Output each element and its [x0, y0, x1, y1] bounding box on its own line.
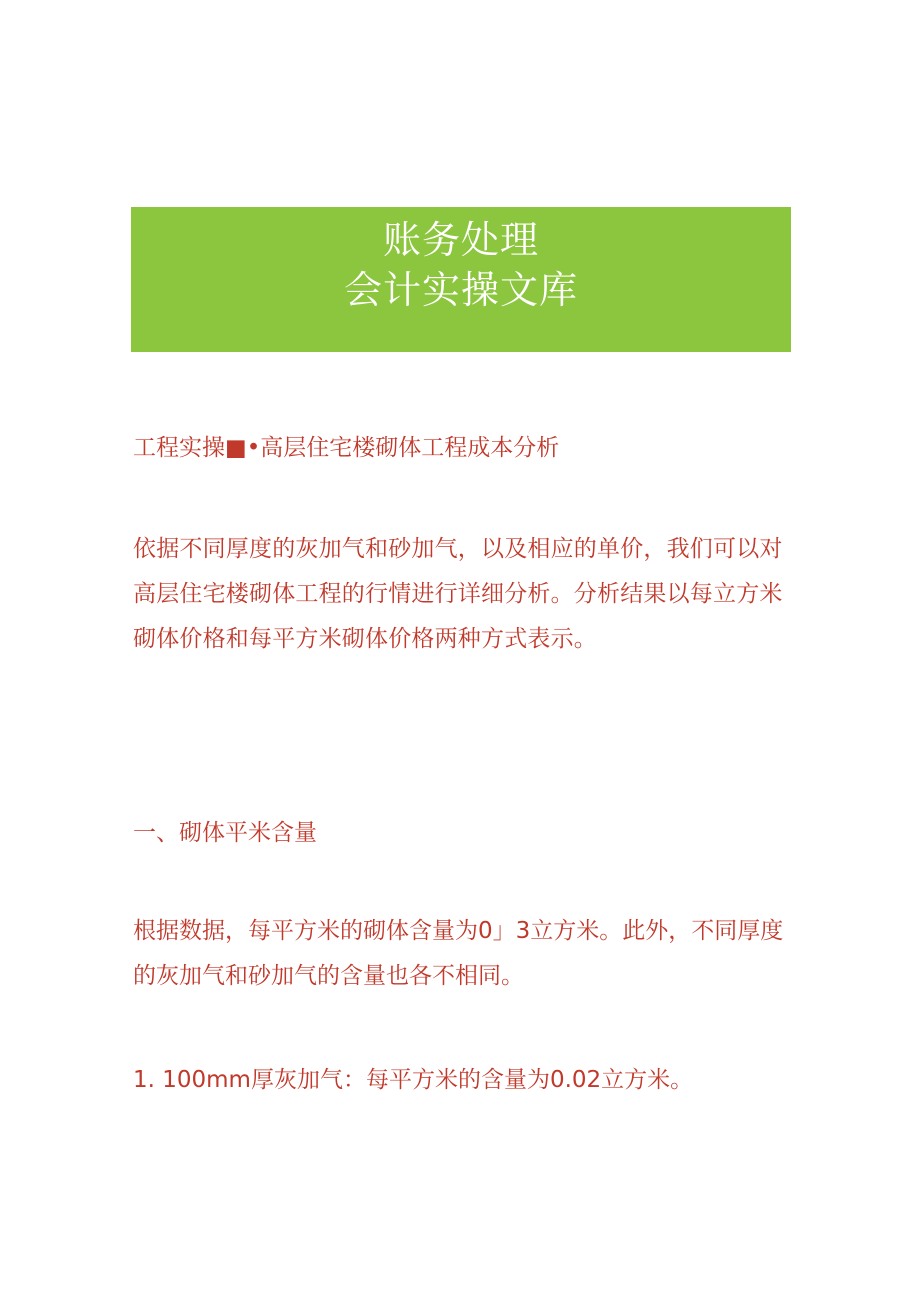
banner-subtitle: 会计实操文库 — [343, 268, 578, 312]
header-banner — [131, 207, 791, 352]
banner-title: 账务处理 — [382, 218, 539, 262]
list-item: 1. 100mm厚灰加气：每平方米的含量为0.02立方米。 — [133, 1067, 694, 1093]
intro-paragraph: 依据不同厚度的灰加气和砂加气，以及相应的单价，我们可以对高层住宅楼砌体工程的行情进行详细分析。分析结果以每立方米砌体价格和每平方米砌体价格两种方式表示。 — [133, 536, 783, 652]
article-heading: 工程实操■•高层住宅楼砌体工程成本分析 — [133, 435, 560, 461]
section-title: 一、砌体平米含量 — [133, 820, 317, 846]
section-paragraph: 根据数据，每平方米的砌体含量为0」3立方米。此外，不同厚度的灰加气和砂加气的含量也各不相同。 — [133, 918, 784, 989]
